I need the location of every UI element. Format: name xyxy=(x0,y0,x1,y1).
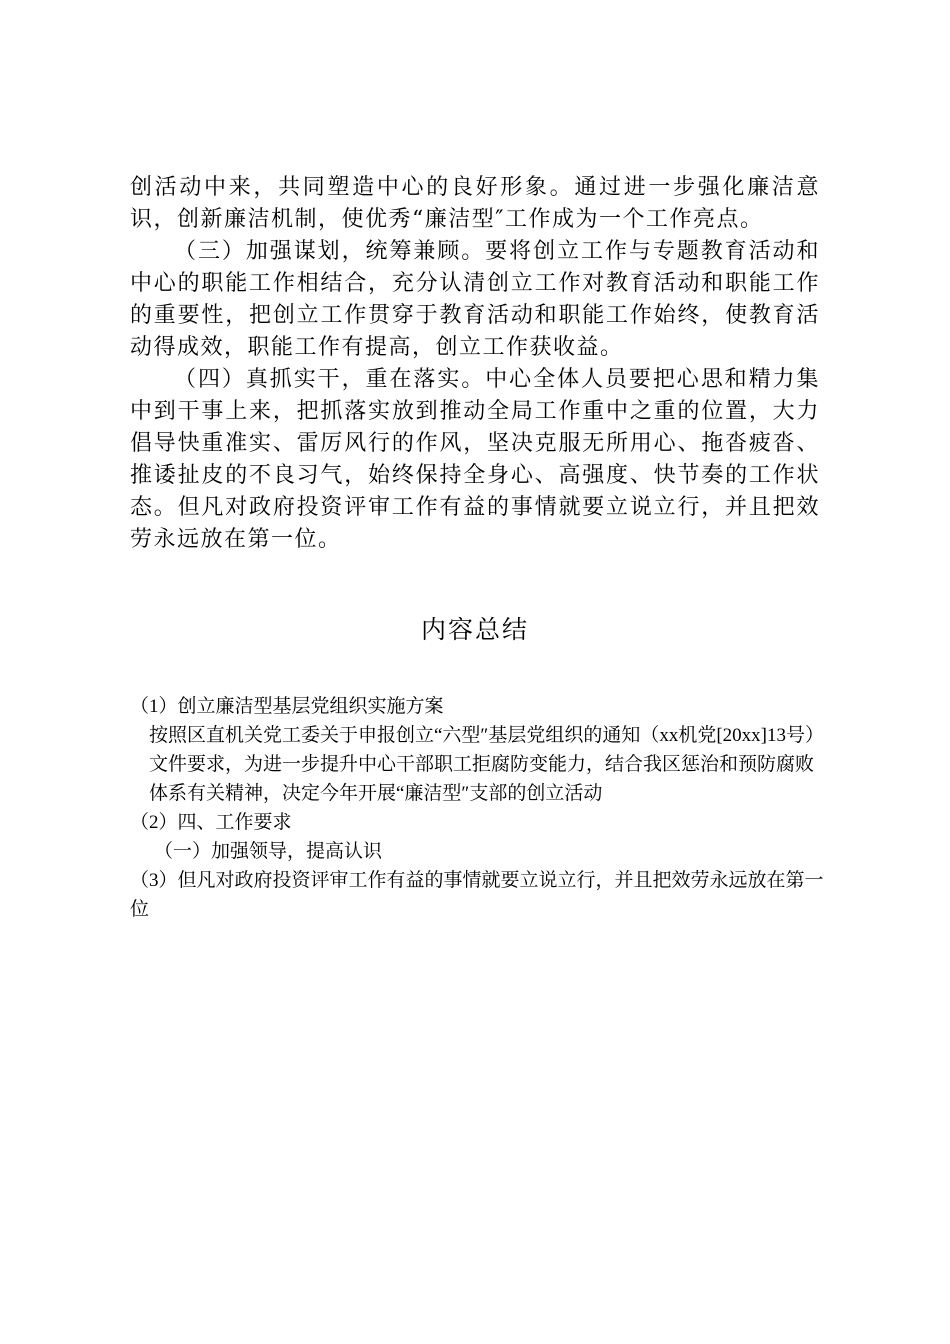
body-paragraph-1: 创活动中来，共同塑造中心的良好形象。通过进一步强化廉洁意识，创新廉洁机制，使优秀“廉洁型″工作成为一个工作亮点。 xyxy=(130,175,820,232)
summary-item-3: （3）但凡对政府投资评审工作有益的事情就要立说立行，并且把效劳永远放在第一位 xyxy=(130,870,824,920)
summary-item-2-title: （2）四、工作要求 xyxy=(130,812,292,833)
body-text xyxy=(130,172,820,556)
summary-title: 内容总结 xyxy=(420,615,529,644)
summary-item-2-text: （一）加强领导，提高认识 xyxy=(154,841,383,862)
summary-section xyxy=(130,692,825,924)
summary-item-1-text: 按照区直机关党工委关于申报创立“六型″基层党组织的通知（xx机党[20xx]13号）文件要求，为进一步提升中心干部职工拒腐防变能力，结合我区惩治和预防腐败体系有关精神，决定今年开展“廉洁型″支部的创立活动 xyxy=(149,725,825,804)
body-paragraph-3: （四）真抓实干，重在落实。中心全体人员要把心思和精力集中到干事上来，把抓落实放到推动全局工作重中之重的位置，大力倡导快重准实、雷厉风行的作风，坚决克服无所用心、拖沓疲沓、推诿扯皮的不良习气，始终保持全身心、高强度、快节奏的工作状态。但凡对政府投资评审工作有益的事情就要立说立行，并且把效劳永远放在第一位。 xyxy=(130,367,820,552)
summary-item-1-title: （1）创立廉洁型基层党组织实施方案 xyxy=(130,696,444,717)
body-paragraph-2: （三）加强谋划，统筹兼顾。要将创立工作与专题教育活动和中心的职能工作相结合，充分认清创立工作对教育活动和职能工作的重要性，把创立工作贯穿于教育活动和职能工作始终，使教育活动得成效，职能工作有提高，创立工作获收益。 xyxy=(130,239,820,360)
